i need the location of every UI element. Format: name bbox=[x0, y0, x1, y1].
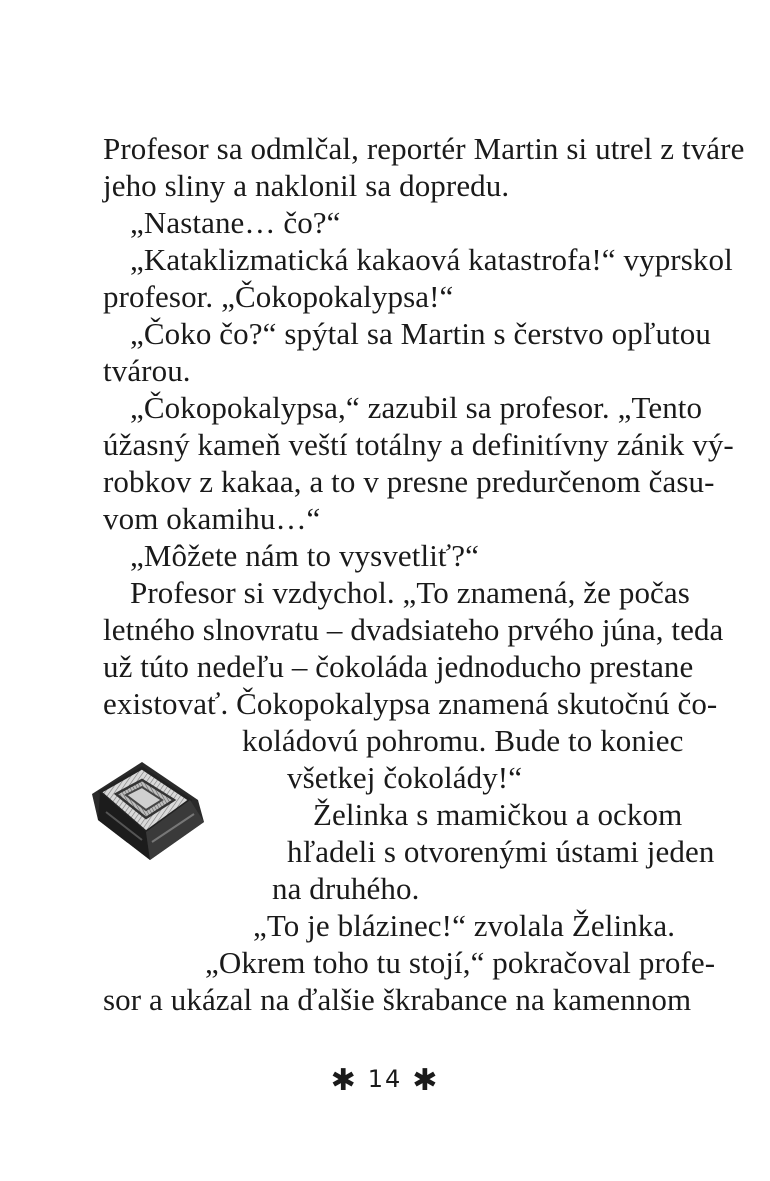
stone-tablet-illustration bbox=[86, 742, 216, 872]
text-line: Profesor sa odmlčal, reportér Martin si utrel z tváre bbox=[103, 131, 745, 166]
text-line: existovať. Čokopokalypsa znamená skutočnú čo- bbox=[103, 686, 718, 721]
text-line: jeho sliny a naklonil sa dopredu. bbox=[103, 168, 510, 203]
text-line: vom okamihu…“ bbox=[103, 501, 321, 536]
text-line: koládovú pohromu. Bude to koniec bbox=[242, 723, 684, 758]
page-footer bbox=[0, 1063, 770, 1098]
text-line: Profesor si vzdychol. „To znamená, že počas bbox=[130, 575, 690, 610]
text-line: letného slnovratu – dvadsiateho prvého júna, teda bbox=[103, 612, 724, 647]
text-line: hľadeli s otvorenými ústami jeden bbox=[287, 834, 715, 869]
text-line: tvárou. bbox=[103, 353, 191, 388]
text-line: robkov z kakaa, a to v presne predurčenom času- bbox=[103, 464, 715, 499]
text-line: všetkej čokolády!“ bbox=[287, 760, 523, 795]
page-number: 14 bbox=[367, 1065, 403, 1093]
text-line: „Čokopokalypsa,“ zazubil sa profesor. „Tento bbox=[130, 390, 703, 425]
text-line: „Čoko čo?“ spýtal sa Martin s čerstvo opľutou bbox=[130, 316, 711, 351]
text-line: profesor. „Čokopokalypsa!“ bbox=[103, 279, 454, 314]
text-line: sor a ukázal na ďalšie škrabance na kamennom bbox=[103, 982, 692, 1017]
asterisk-icon: ✱ bbox=[330, 1063, 358, 1098]
text-line: na druhého. bbox=[272, 871, 420, 906]
text-line: „Môžete nám to vysvetliť?“ bbox=[130, 538, 479, 573]
text-line: úžasný kameň veští totálny a definitívny zánik vý- bbox=[103, 427, 734, 462]
text-line: „Okrem toho tu stojí,“ pokračoval profe- bbox=[205, 945, 716, 980]
text-line: „To je blázinec!“ zvolala Želinka. bbox=[253, 908, 676, 943]
text-line: „Nastane… čo?“ bbox=[130, 205, 341, 240]
asterisk-icon: ✱ bbox=[412, 1063, 440, 1098]
text-line: už túto nedeľu – čokoláda jednoducho prestane bbox=[103, 649, 694, 684]
text-line: „Kataklizmatická kakaová katastrofa!“ vyprskol bbox=[130, 242, 733, 277]
text-line: Želinka s mamičkou a ockom bbox=[313, 797, 683, 832]
